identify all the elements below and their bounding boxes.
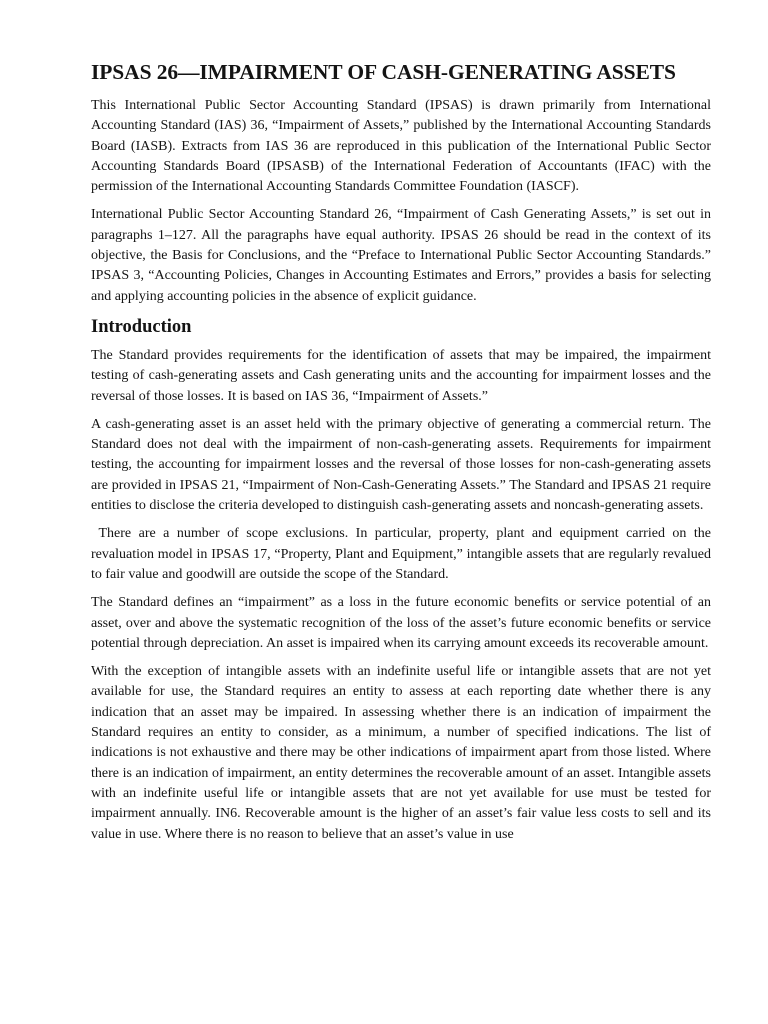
section-heading-introduction: Introduction: [91, 316, 192, 337]
document-page: [91, 58, 715, 853]
body-paragraph: A cash-generating asset is an asset held with the primary objective of generating a commercial return. The Standard does not deal with the impairment of non-cash-generating assets. Requirements for impairment testing, the accounting for impairment losses and the reversal of those losses for non-cash-generating assets are provided in IPSAS 21, “Impairment of Non-Cash-Generating Assets.” The Standard and IPSAS 21 require entities to disclose the criteria developed to distinguish cash-generating assets and noncash-generating assets.: [91, 416, 711, 514]
body-paragraph: With the exception of intangible assets with an indefinite useful life or intangible assets that are not yet available for use, the Standard requires an entity to assess at each reporting date whether there is any indication that an asset may be impaired. In assessing whether there is an indication of impairment the Standard requires an entity to consider, as a minimum, a number of specified indications. The list of indications is not exhaustive and there may be other indications of impairment apart from those listed. Where there is an indication of impairment, an entity determines the recoverable amount of an asset. Intangible assets with an indefinite useful life or intangible assets that are not yet available for use must be tested for impairment annually. IN6. Recoverable amount is the higher of an asset’s fair value less costs to sell and its value in use. Where there is no reason to believe that an asset’s value in use: [91, 664, 711, 842]
intro-paragraph: This International Public Sector Accounting Standard (IPSAS) is drawn primarily from International Accounting Standard (IAS) 36, “Impairment of Assets,” published by the International Accounting Standards Board (IASB). Extracts from IAS 36 are reproduced in this publication of the International Public Sector Accounting Standards Board (IPSASB) of the International Federation of Accountants (IFAC) with the permission of the International Accounting Standards Committee Foundation (IASCF).: [91, 98, 711, 195]
body-paragraph: The Standard provides requirements for the identification of assets that may be impaired, the impairment testing of cash-generating assets and Cash generating units and the accounting for impairment losses and the reversal of those losses. It is based on IAS 36, “Impairment of Assets.”: [91, 347, 711, 404]
body-paragraph: There are a number of scope exclusions. In particular, property, plant and equipment carried on the revaluation model in IPSAS 17, “Property, Plant and Equipment,” intangible assets that are regularly revalued to fair value and goodwill are outside the scope of the Standard.: [91, 526, 715, 582]
body-paragraph: The Standard defines an “impairment” as a loss in the future economic benefits or service potential of an asset, over and above the systematic recognition of the loss of the asset’s future economic benefits or service potential through depreciation. An asset is impaired when its carrying amount exceeds its recoverable amount.: [91, 595, 711, 651]
document-title: IPSAS 26—IMPAIRMENT OF CASH-GENERATING ASSETS: [91, 60, 676, 84]
intro-paragraph: International Public Sector Accounting Standard 26, “Impairment of Cash Generating Assets,” is set out in paragraphs 1–127. All the paragraphs have equal authority. IPSAS 26 should be read in the context of its objective, the Basis for Conclusions, and the “Preface to International Public Sector Accounting Standards.” IPSAS 3, “Accounting Policies, Changes in Accounting Estimates and Errors,” provides a basis for selecting and applying accounting policies in the absence of explicit guidance.: [91, 207, 711, 304]
